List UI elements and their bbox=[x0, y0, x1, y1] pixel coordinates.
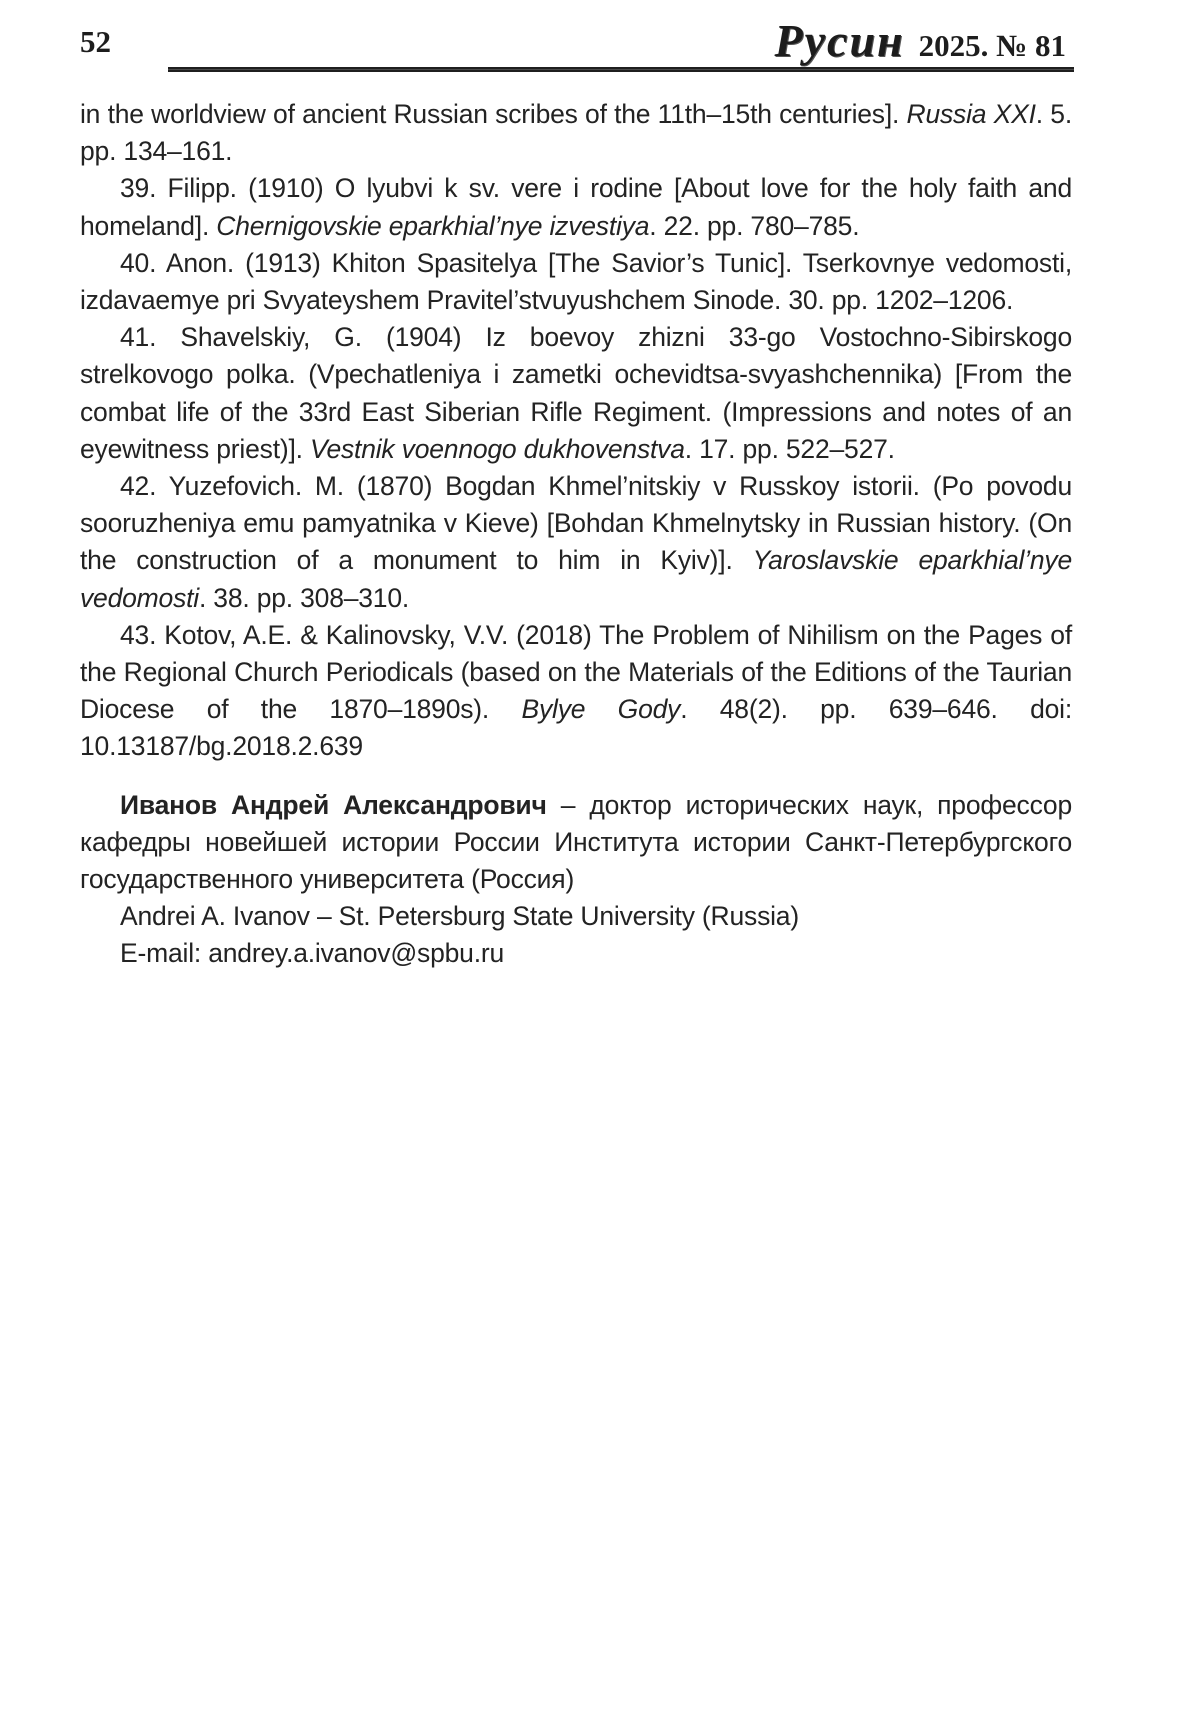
text-segment: 43. Kotov, A.E. & Kalinovsky, V.V. (2018) The Problem of Nihilism on the Pages of the Regional Church Periodicals (based on the Materials of the Editions of the Taurian Diocese of the 1870–1890s). bbox=[80, 619, 1072, 725]
text-segment: . 5. pp. 134–161. bbox=[80, 99, 1073, 167]
text-segment: . 38. pp. 308–310. bbox=[198, 582, 410, 613]
text-segment: Иванов Андрей Александрович bbox=[120, 789, 547, 820]
author-info-section bbox=[80, 787, 1072, 973]
text-segment: . 22. pp. 780–785. bbox=[649, 210, 860, 241]
text-segment: . 17. pp. 522–527. bbox=[684, 433, 895, 464]
reference-entry bbox=[80, 170, 1072, 244]
reference-entry bbox=[80, 319, 1072, 468]
page-content bbox=[80, 96, 1072, 973]
page-number: 52 bbox=[80, 24, 111, 59]
text-segment: in the worldview of ancient Russian scribes of the 11th–15th centuries]. bbox=[80, 99, 907, 129]
text-segment: Yaroslavskie eparkhial’nye vedomosti bbox=[80, 545, 1073, 613]
text-segment: 42. Yuzefovich. M. (1870) Bogdan Khmel’nitskiy v Russkoy istorii. (Po povodu sooruzheniya emu pamyatnika v Kieve) [Bohdan Khmelnytsky in Russian history. (On the construction of a monument to him in Kyiv)]. bbox=[80, 471, 1072, 576]
author-line bbox=[80, 787, 1072, 899]
text-segment: 39. Filipp. (1910) O lyubvi k sv. vere i rodine [About love for the holy faith and homeland]. bbox=[80, 173, 1072, 241]
text-segment: Andrei A. Ivanov – St. Petersburg State University (Russia) bbox=[120, 901, 799, 932]
text-segment: E-mail: andrey.a.ivanov@spbu.ru bbox=[120, 938, 505, 969]
reference-entry bbox=[80, 617, 1072, 766]
text-segment: 40. Anon. (1913) Khiton Spasitelya [The Savior’s Tunic]. Tserkovnye vedomosti, izdavaemye pri Svyateyshem Pravitel’stvuyushchem Sinode. 30. pp. 1202–1206. bbox=[80, 247, 1072, 316]
text-segment: Chernigovskie eparkhial’nye izvestiya bbox=[216, 210, 650, 241]
text-segment: – доктор исторических наук, профессор кафедры новейшей истории России Института истории Санкт-Петербургского государственного университета (Россия) bbox=[80, 789, 1072, 895]
header-rule bbox=[168, 67, 1074, 72]
text-segment: Vestnik voennogo dukhovenstva bbox=[309, 433, 685, 464]
text-segment: . 48(2). pp. 639–646. doi: 10.13187/bg.2018.2.639 bbox=[80, 694, 1072, 762]
reference-entry bbox=[80, 245, 1072, 319]
journal-logo: Русин bbox=[774, 15, 905, 66]
text-segment: Bylye Gody bbox=[521, 694, 681, 725]
text-segment: 41. Shavelskiy, G. (1904) Iz boevoy zhizni 33-go Vostochno-Sibirskogo strelkovogo polka. (Vpechatleniya i zametki ochevidtsa-svyashchennika) [From the combat life of the 33rd East Siberian Rifle Regiment. (Impressions and notes of an eyewitness priest)]. bbox=[80, 322, 1072, 464]
journal-masthead bbox=[775, 14, 1066, 67]
text-segment: Russia XXI bbox=[906, 99, 1036, 129]
author-line bbox=[80, 935, 1072, 972]
reference-entry bbox=[80, 96, 1072, 170]
journal-issue: 2025. № 81 bbox=[918, 28, 1066, 63]
reference-entry bbox=[80, 468, 1072, 617]
author-line bbox=[80, 898, 1072, 935]
references-section bbox=[80, 96, 1072, 766]
